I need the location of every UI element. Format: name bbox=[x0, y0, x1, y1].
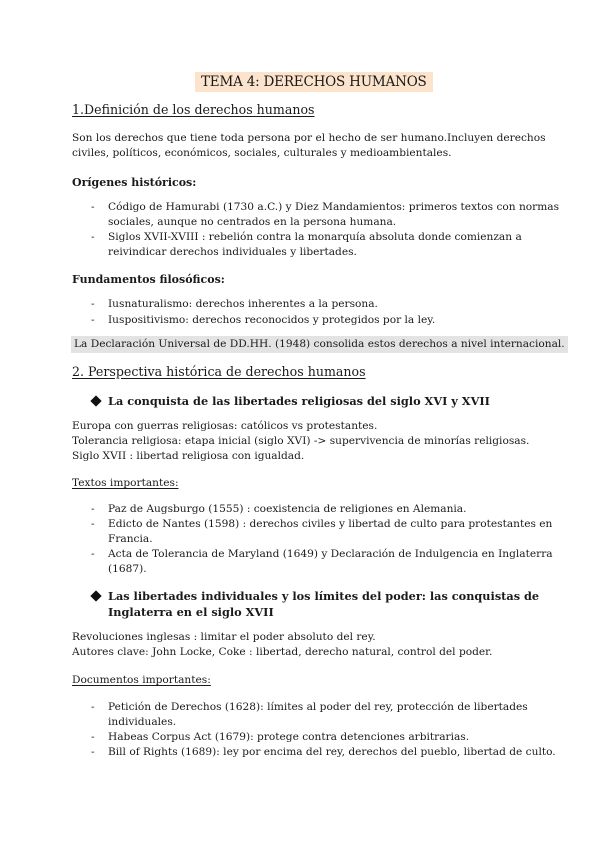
paragraph-line: Tolerancia religiosa: etapa inicial (siglo XVI) -> supervivencia de minorías religiosas. bbox=[72, 435, 530, 447]
paragraph-line: Autores clave: John Locke, Coke : libertad, derecho natural, control del poder. bbox=[72, 646, 493, 658]
document-item-cont: individuales. bbox=[108, 716, 177, 728]
list-dash: - bbox=[91, 731, 95, 743]
document-item: Petición de Derechos (1628): límites al poder del rey, protección de libertades bbox=[108, 701, 528, 713]
list-dash: - bbox=[91, 314, 95, 326]
declaration-highlight: La Declaración Universal de DD.HH. (1948) consolida estos derechos a nivel internacional. bbox=[71, 336, 568, 353]
list-dash: - bbox=[91, 701, 95, 713]
text-item: Acta de Tolerancia de Maryland (1649) y Declaración de Indulgencia en Inglaterra bbox=[108, 548, 553, 560]
list-dash: - bbox=[91, 231, 95, 243]
paragraph-line: Revoluciones inglesas : limitar el poder absoluto del rey. bbox=[72, 631, 376, 643]
foundation-item: Iusnaturalismo: derechos inherentes a la persona. bbox=[108, 298, 378, 310]
text-item: Paz de Augsburgo (1555) : coexistencia de religiones en Alemania. bbox=[108, 503, 467, 515]
origins-heading: Orígenes históricos: bbox=[72, 176, 197, 189]
diamond-bullet-icon bbox=[90, 590, 101, 601]
document-item: Habeas Corpus Act (1679): protege contra detenciones arbitrarias. bbox=[108, 731, 470, 743]
section-1-heading: 1.Definición de los derechos humanos bbox=[72, 102, 315, 117]
diamond-bullet-icon bbox=[90, 395, 101, 406]
origin-item: Siglos XVII-XVIII : rebelión contra la monarquía absoluta donde comienzan a bbox=[108, 231, 522, 243]
documents-heading: Documentos importantes: bbox=[72, 674, 211, 686]
subsection-heading: Las libertades individuales y los límites del poder: las conquistas de bbox=[108, 589, 540, 603]
list-dash: - bbox=[91, 746, 95, 758]
foundations-heading: Fundamentos filosóficos: bbox=[72, 273, 225, 286]
text-item-cont: (1687). bbox=[108, 563, 147, 575]
document-title: TEMA 4: DERECHOS HUMANOS bbox=[195, 72, 433, 92]
texts-heading: Textos importantes: bbox=[72, 477, 179, 489]
list-dash: - bbox=[91, 518, 95, 530]
subsection-heading-cont: Inglaterra en el siglo XVII bbox=[108, 605, 274, 619]
subsection-heading: La conquista de las libertades religiosas del siglo XVI y XVII bbox=[108, 394, 490, 408]
origin-item-cont: reivindicar derechos individuales y libertades. bbox=[108, 246, 357, 258]
origin-item-cont: sociales, aunque no centrados en la persona humana. bbox=[108, 216, 397, 228]
paragraph-line: Europa con guerras religiosas: católicos vs protestantes. bbox=[72, 420, 378, 432]
intro-line: Son los derechos que tiene toda persona por el hecho de ser humano.Incluyen derechos bbox=[72, 132, 546, 144]
paragraph-line: Siglo XVII : libertad religiosa con igualdad. bbox=[72, 450, 305, 462]
document-item: Bill of Rights (1689): ley por encima del rey, derechos del pueblo, libertad de culto. bbox=[108, 746, 556, 758]
list-dash: - bbox=[91, 201, 95, 213]
text-item-cont: Francia. bbox=[108, 533, 153, 545]
list-dash: - bbox=[91, 503, 95, 515]
text-item: Edicto de Nantes (1598) : derechos civiles y libertad de culto para protestantes en bbox=[108, 518, 553, 530]
list-dash: - bbox=[91, 548, 95, 560]
section-2-heading: 2. Perspectiva histórica de derechos humanos bbox=[72, 364, 366, 379]
foundation-item: Iuspositivismo: derechos reconocidos y protegidos por la ley. bbox=[108, 314, 436, 326]
origin-item: Código de Hamurabi (1730 a.C.) y Diez Mandamientos: primeros textos con normas bbox=[108, 201, 560, 213]
list-dash: - bbox=[91, 298, 95, 310]
intro-line: civiles, políticos, económicos, sociales, culturales y medioambientales. bbox=[72, 147, 452, 159]
